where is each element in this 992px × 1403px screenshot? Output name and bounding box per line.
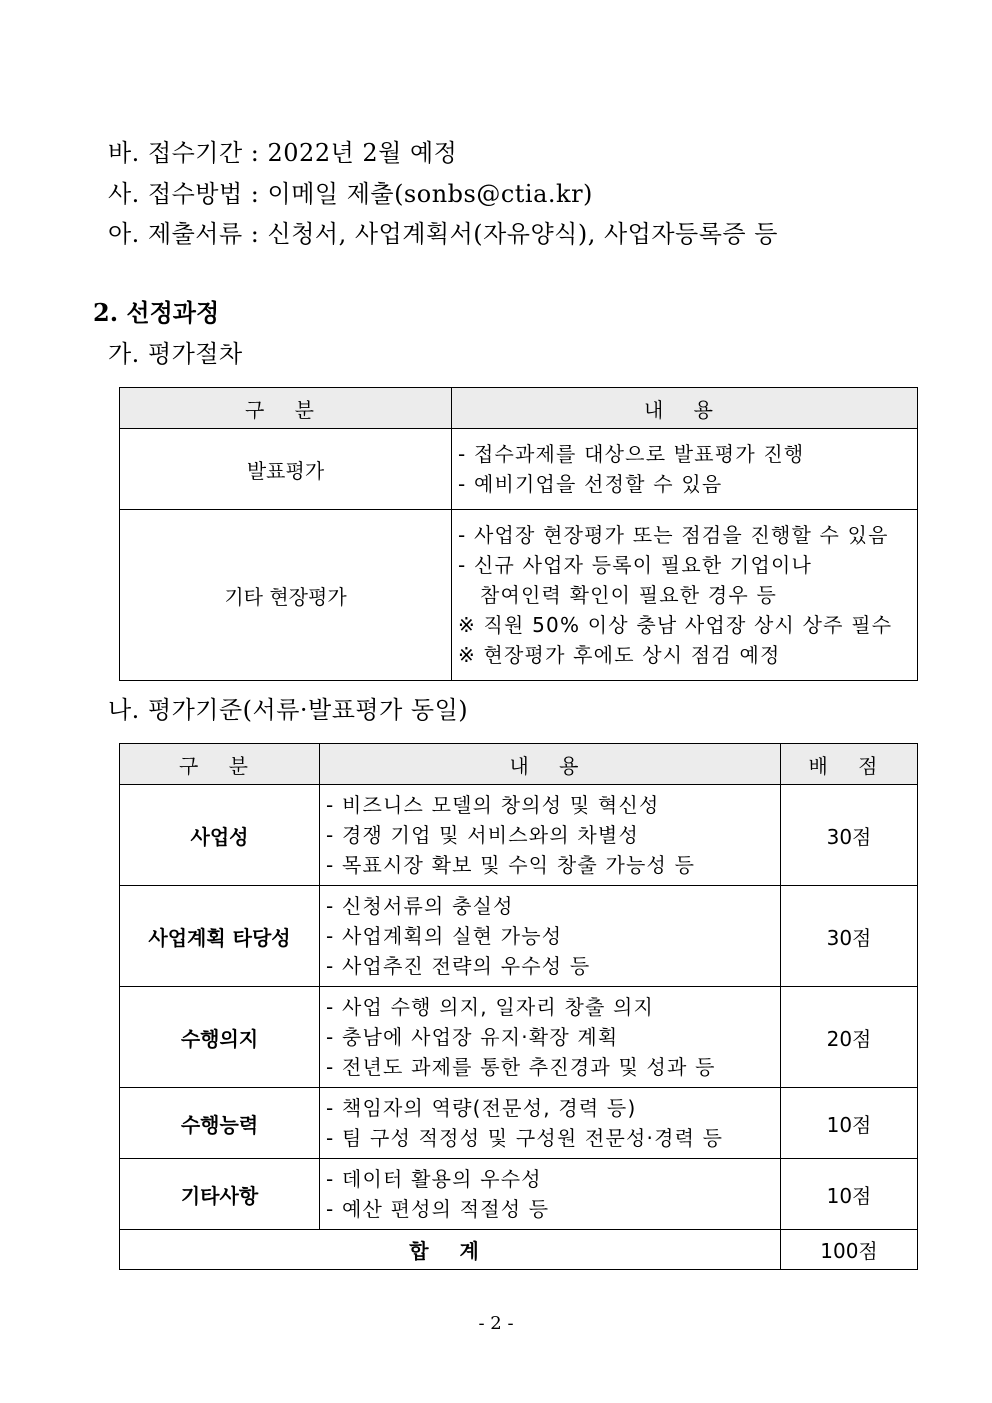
table-row — [120, 1088, 918, 1159]
criteria-content — [320, 886, 781, 987]
total-label: 합 계 — [120, 1230, 781, 1270]
criteria-score: 30점 — [781, 886, 918, 987]
content-line: - 책임자의 역량(전문성, 경력 등) — [326, 1096, 637, 1120]
procedure-content — [452, 510, 918, 681]
criteria-score: 30점 — [781, 785, 918, 886]
content-note: ※ 현장평가 후에도 상시 점검 예정 — [458, 643, 781, 667]
procedure-table — [119, 387, 918, 681]
page-number: - 2 - — [478, 1313, 514, 1334]
content-line: - 신규 사업자 등록이 필요한 기업이나 — [458, 553, 813, 577]
criteria-content — [320, 785, 781, 886]
criteria-content — [320, 987, 781, 1088]
table-row — [120, 886, 918, 987]
criteria-category: 사업성 — [120, 785, 320, 886]
procedure-content — [452, 429, 918, 510]
content-line: - 사업 수행 의지, 일자리 창출 의지 — [326, 995, 655, 1019]
table-row — [120, 987, 918, 1088]
table-row — [120, 785, 918, 886]
content-line: - 사업추진 전략의 우수성 등 — [326, 954, 591, 978]
content-line: - 접수과제를 대상으로 발표평가 진행 — [458, 442, 805, 466]
section-title: 2. 선정과정 — [93, 298, 220, 327]
info-line-method: 사. 접수방법 : 이메일 제출(sonbs@ctia.kr) — [108, 180, 593, 208]
content-line: - 충남에 사업장 유지·확장 계획 — [326, 1025, 619, 1049]
procedure-header-row — [120, 388, 918, 429]
criteria-table — [119, 743, 918, 1270]
criteria-score: 10점 — [781, 1088, 918, 1159]
procedure-header-category: 구 분 — [120, 388, 452, 429]
criteria-header-row — [120, 744, 918, 785]
subsection-procedure-title: 가. 평가절차 — [108, 340, 243, 368]
table-row — [120, 1159, 918, 1230]
table-row — [120, 429, 918, 510]
table-row — [120, 510, 918, 681]
content-line: - 예산 편성의 적절성 등 — [326, 1197, 550, 1221]
criteria-category: 사업계획 타당성 — [120, 886, 320, 987]
criteria-category: 수행의지 — [120, 987, 320, 1088]
content-line: - 데이터 활용의 우수성 — [326, 1167, 542, 1191]
content-line: - 전년도 과제를 통한 추진경과 및 성과 등 — [326, 1055, 716, 1079]
criteria-category: 기타사항 — [120, 1159, 320, 1230]
criteria-score: 20점 — [781, 987, 918, 1088]
info-line-documents: 아. 제출서류 : 신청서, 사업계획서(자유양식), 사업자등록증 등 — [108, 220, 778, 248]
criteria-content — [320, 1088, 781, 1159]
content-line: - 신청서류의 충실성 — [326, 894, 514, 918]
content-line: - 예비기업을 선정할 수 있음 — [458, 472, 723, 496]
criteria-category: 수행능력 — [120, 1088, 320, 1159]
info-line-period: 바. 접수기간 : 2022년 2월 예정 — [108, 139, 458, 167]
criteria-header-score: 배 점 — [781, 744, 918, 785]
criteria-header-category: 구 분 — [120, 744, 320, 785]
content-line: - 경쟁 기업 및 서비스와의 차별성 — [326, 823, 639, 847]
procedure-header-content: 내 용 — [452, 388, 918, 429]
total-score: 100점 — [781, 1230, 918, 1270]
content-line: 참여인력 확인이 필요한 경우 등 — [480, 583, 777, 607]
procedure-category: 기타 현장평가 — [120, 510, 452, 681]
content-line: - 사업계획의 실현 가능성 — [326, 924, 563, 948]
procedure-category: 발표평가 — [120, 429, 452, 510]
criteria-score: 10점 — [781, 1159, 918, 1230]
content-line: - 비즈니스 모델의 창의성 및 혁신성 — [326, 793, 660, 817]
content-line: - 목표시장 확보 및 수익 창출 가능성 등 — [326, 853, 696, 877]
content-line: - 팀 구성 적정성 및 구성원 전문성·경력 등 — [326, 1126, 724, 1150]
content-line: - 사업장 현장평가 또는 점검을 진행할 수 있음 — [458, 523, 889, 547]
total-row — [120, 1230, 918, 1270]
subsection-criteria-title: 나. 평가기준(서류·발표평가 동일) — [108, 696, 469, 724]
content-note: ※ 직원 50% 이상 충남 사업장 상시 상주 필수 — [458, 613, 893, 637]
criteria-content — [320, 1159, 781, 1230]
criteria-header-content: 내 용 — [320, 744, 781, 785]
